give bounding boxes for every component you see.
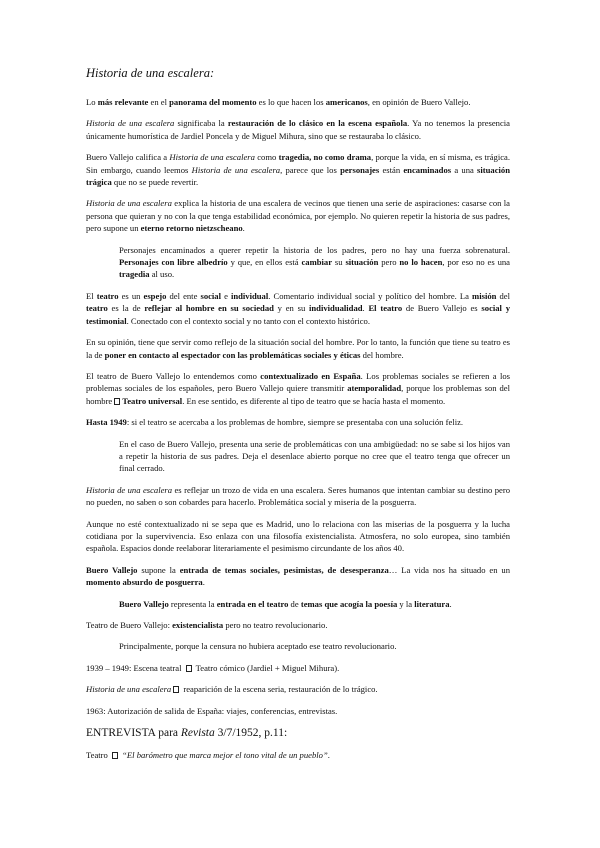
text: significaba la	[174, 118, 228, 129]
text: es la de	[107, 303, 145, 314]
text-bold: personajes	[340, 164, 380, 175]
text-bold: teatro	[96, 290, 119, 301]
paragraph-5-indented	[119, 244, 510, 281]
text: .	[242, 223, 245, 234]
paragraph-15	[86, 619, 510, 631]
paragraph-19: 1963: Autorización de salida de España: viajes, conferencias, entrevistas.	[86, 705, 338, 716]
text-bold: individual	[230, 290, 269, 301]
text: Teatro	[86, 750, 110, 761]
text-bold: individualidad	[309, 303, 363, 314]
text: supone la	[137, 564, 180, 575]
text: , porque la vida, en sí misma, es trágica. Sin embargo, cuando leemos	[86, 152, 510, 175]
text: ENTREVISTA para	[86, 727, 181, 740]
text: .	[327, 750, 330, 761]
text-bold: panorama del momento	[169, 97, 257, 107]
paragraph-9	[86, 416, 510, 428]
text: representa la	[168, 598, 217, 609]
text-bold: social y testimonial	[86, 303, 511, 326]
text: reaparición de la escena seria, restauración de lo trágico.	[181, 684, 378, 695]
text: . Ya no tenemos la presencia únicamente humorística de Jardiel Poncela y de Miguel Mihura, sino que se restauraba lo clásico.	[86, 118, 510, 141]
text: de Buero Vallejo es	[402, 303, 482, 314]
text: e	[221, 290, 231, 301]
text: es lo que hacen los	[256, 97, 326, 107]
paragraph-2	[86, 117, 510, 142]
text: como	[254, 152, 279, 163]
paragraph-18	[86, 683, 510, 695]
arrow-square-icon	[112, 752, 118, 759]
text-bold: poner en contacto al espectador con las problemáticas sociales y éticas	[104, 349, 361, 360]
text: Personajes encaminados a querer repetir la historia de los padres, pero no hay una fuerza sobrenatural.	[119, 244, 510, 255]
text: , en opinión de Buero Vallejo.	[367, 97, 471, 107]
text: , por eso no es una	[442, 257, 510, 268]
text: … La vida nos ha situado en un	[388, 564, 511, 575]
text-italic: Historia de una escalera	[86, 684, 172, 695]
paragraph-14-indented	[119, 598, 510, 610]
paragraph-21	[86, 749, 510, 761]
text-bold: reflejar al hombre en su sociedad	[144, 303, 274, 314]
text-italic: Historia de una escalera	[86, 118, 175, 129]
text-bold: entrada en el teatro	[216, 598, 289, 609]
paragraph-1	[86, 96, 510, 108]
text: es reflejar un trozo de vida en una escalera. Seres humanos que intentan cambiar su destino pero no pueden, no saben o son cobardes para hacerlo. Problemática social y miseria de la posguerra.	[86, 484, 510, 508]
paragraph-10-indented: En el caso de Buero Vallejo, presenta una serie de problemáticas con una ambigüedad: no se sabe si los hijos van a repetir la historia de sus padres. Deja el desenlace abierto porque no cree que el teatro tenga que ofrecer un final cerrado.	[119, 438, 510, 474]
text-bold: entrada de temas sociales, pesimistas, de desesperanza	[179, 564, 389, 575]
text-bold: eterno retorno nietzscheano	[140, 223, 243, 234]
text-bold: Personajes con libre albedrío	[119, 257, 228, 268]
arrow-square-icon	[173, 686, 179, 693]
text: Teatro cómico (Jardiel + Miguel Mihura).	[193, 662, 340, 673]
text: : si el teatro se acercaba a los problemas de hombre, siempre se presentaba con una solución feliz.	[126, 417, 464, 428]
text: 1939 – 1949: Escena teatral	[86, 662, 184, 673]
text: 3/7/1952, p.11:	[214, 727, 288, 740]
text-bold: temas que acogía la poesía	[300, 598, 398, 609]
text: Teatro de Buero Vallejo:	[86, 620, 173, 630]
text-bold: situación trágica	[86, 164, 510, 188]
paragraph-6	[86, 290, 510, 327]
text: . Conectado con el contexto social y no tanto con el contexto histórico.	[126, 315, 371, 326]
arrow-square-icon	[186, 665, 192, 672]
text-bold: atemporalidad	[347, 383, 402, 394]
text-bold: El teatro	[368, 303, 403, 314]
text: .	[449, 598, 452, 609]
paragraph-16-indented: Principalmente, porque la censura no hubiera aceptado ese teatro revolucionario.	[119, 641, 397, 652]
text-bold: tragedia, no como drama	[278, 152, 372, 163]
text-bold: contextualizado en España	[260, 370, 361, 381]
interview-heading	[86, 726, 510, 740]
paragraph-11	[86, 484, 510, 509]
paragraph-4	[86, 197, 510, 234]
text: Lo	[86, 97, 98, 107]
text: .	[202, 577, 205, 588]
text-bold: americanos	[325, 97, 368, 107]
text-italic: Historia de una escalera	[191, 164, 281, 175]
text-bold: tragedia	[119, 269, 150, 280]
paragraph-12: Aunque no esté contextualizado ni se sepa que es Madrid, uno lo relaciona con las miserias de la posguerra y la lucha cotidiana por la supervivencia. Eso enlaza con una filosofía existencialista. Atmosfera, no solo europea, sino también española. Espacios donde reelaborar literariamente el pesimismo circundante de los años 40.	[86, 518, 510, 554]
text-bold: existencialista	[172, 620, 224, 630]
text: están	[379, 164, 404, 175]
text-bold: más relevante	[97, 97, 149, 107]
text-bold: teatro	[86, 303, 108, 314]
text-bold: momento absurdo de posguerra	[86, 577, 203, 588]
arrow-square-icon	[114, 398, 120, 405]
text: . Los problemas sociales se refieren a los problemas sociales de los españoles, pero Buero Vallejo quiere transmitir	[86, 370, 510, 394]
paragraph-3	[86, 151, 510, 188]
paragraph-8	[86, 370, 510, 407]
text-italic: “El barómetro que marca mejor el tono vital de un pueblo”	[119, 750, 328, 761]
text-italic: Revista	[180, 727, 215, 740]
text-bold: Teatro universal	[122, 395, 183, 406]
text: a una	[451, 164, 478, 175]
text: .	[362, 303, 369, 314]
text: y la	[397, 598, 415, 609]
text: Buero Vallejo califica a	[86, 152, 170, 163]
text-bold: no lo hacen	[399, 257, 443, 268]
text: de	[288, 598, 301, 609]
text: su	[332, 257, 346, 268]
text: explica la historia de una escalera de vecinos que tienen una serie de aspiraciones: casarse con la persona que quieran y no con la que tenga estabilidad económica, por ejemplo. No quieren repetir la historia de sus padres, pero supone un	[86, 198, 510, 234]
text: El	[86, 290, 97, 301]
text-bold: Buero Vallejo	[119, 598, 169, 609]
text-bold: misión	[472, 290, 497, 301]
text: , porque los problemas son del hombre	[86, 383, 510, 406]
text: del	[496, 290, 510, 301]
text-bold: social	[200, 290, 221, 301]
text: , parece que los	[280, 164, 341, 175]
text-italic: Historia de una escalera	[86, 198, 172, 209]
paragraph-13	[86, 564, 510, 589]
text-bold: encaminados	[403, 164, 452, 175]
text: del hombre.	[360, 349, 404, 360]
text-italic: Historia de una escalera	[86, 484, 173, 495]
text: . En ese sentido, es diferente al tipo de teatro que se hacía hasta el momento.	[182, 395, 446, 406]
text-bold: situación	[345, 257, 379, 268]
text: en el	[148, 97, 170, 107]
text-bold: cambiar	[301, 257, 333, 268]
paragraph-17	[86, 662, 510, 674]
text: del ente	[166, 290, 201, 301]
text: que no se puede revertir.	[111, 177, 199, 188]
text: El teatro de Buero Vallejo lo entendemos como	[86, 370, 261, 381]
paragraph-7	[86, 336, 510, 361]
text-bold: Buero Vallejo	[86, 564, 138, 575]
text-italic: Historia de una escalera	[169, 152, 255, 163]
text-bold: literatura	[414, 598, 450, 609]
text: al uso.	[149, 269, 175, 280]
text-bold: espejo	[143, 290, 167, 301]
text: En su opinión, tiene que servir como reflejo de la situación social del hombre. Por lo tanto, la función que tiene su teatro es la de	[86, 337, 510, 360]
text-bold: restauración de lo clásico en la escena española	[227, 118, 408, 129]
text: pero no teatro revolucionario.	[223, 620, 328, 630]
text: y que, en ellos está	[227, 257, 302, 268]
text: pero	[378, 257, 400, 268]
document-title: Historia de una escalera:	[86, 66, 215, 80]
text: y en su	[273, 303, 310, 314]
text-bold: Hasta 1949	[86, 417, 127, 428]
text: . Comentario individual social y político del hombre. La	[268, 290, 473, 301]
text: es un	[118, 290, 144, 301]
